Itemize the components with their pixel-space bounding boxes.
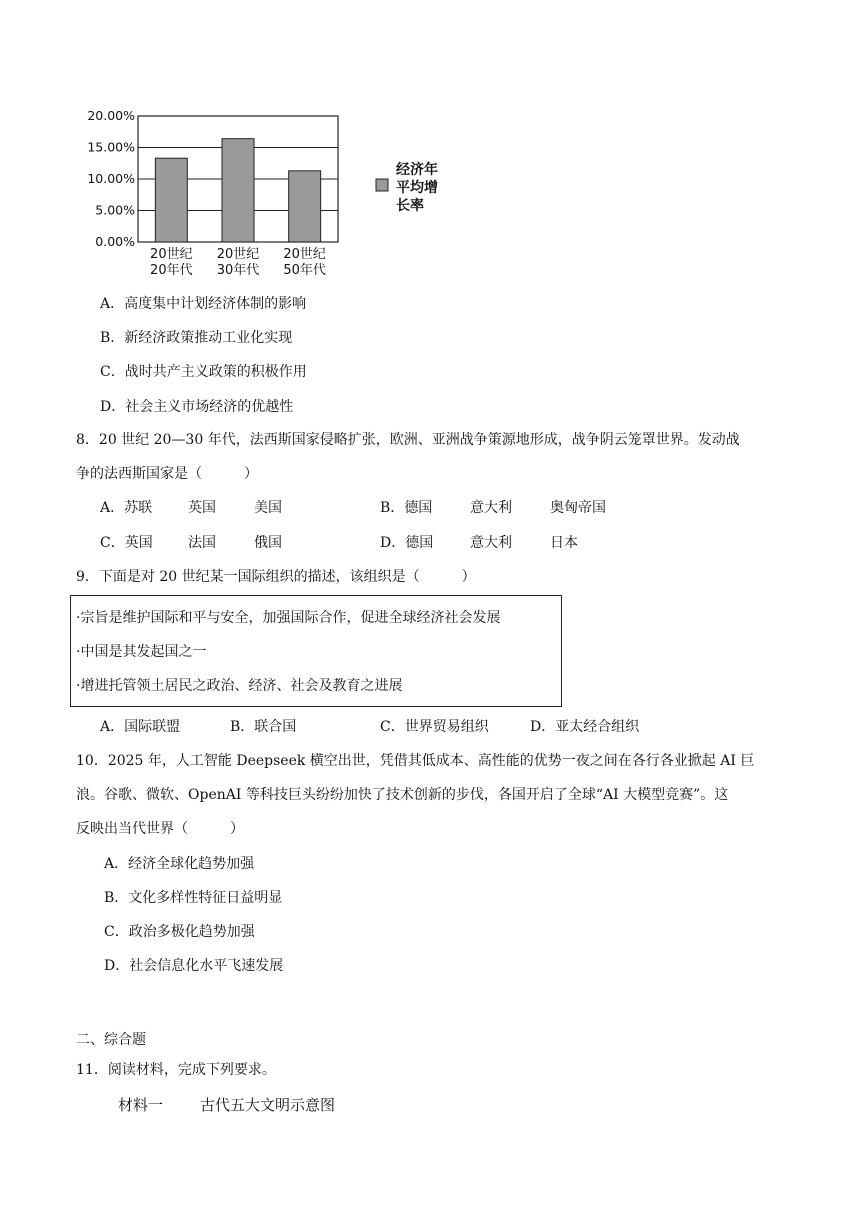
chart-bar xyxy=(155,158,187,242)
q9-option-d[interactable]: D．亚太经合组织 xyxy=(530,719,640,735)
q8-option-c-item1: 法国 xyxy=(188,535,216,551)
q10-stem-line2: 浪。谷歌、微软、OpenAI 等科技巨头纷纷加快了技术创新的步伐，各国开启了全球“AI 大模型竞赛”。这 xyxy=(76,787,729,803)
q10-stem-line1: 10．2025 年，人工智能 Deepseek 横空出世，凭借其低成本、高性能的优势一夜之间在各行各业掀起 AI 巨 xyxy=(76,753,755,769)
chart-legend xyxy=(376,161,438,214)
q8-option-b[interactable]: B．德国 xyxy=(380,500,433,516)
chart-x-tick-label: 20世纪 xyxy=(150,247,193,262)
chart-y-tick-label: 20.00% xyxy=(87,108,135,123)
q8-option-a-item2: 美国 xyxy=(254,500,282,516)
material-title: 古代五大文明示意图 xyxy=(200,1096,336,1114)
q8-option-d[interactable]: D．德国 xyxy=(380,535,434,551)
q10-option-b[interactable]: B．文化多样性特征日益明显 xyxy=(104,890,283,906)
q8-option-b-item2: 奥匈帝国 xyxy=(550,500,606,516)
q10-option-c[interactable]: C．政治多极化趋势加强 xyxy=(104,924,255,940)
growth-rate-bar-chart xyxy=(70,100,470,290)
q8-option-d-item2: 日本 xyxy=(550,535,578,551)
chart-x-tick-label: 30年代 xyxy=(216,263,260,278)
q9-option-a[interactable]: A．国际联盟 xyxy=(100,719,181,735)
q7-option-c[interactable]: C．战时共产主义政策的积极作用 xyxy=(100,364,307,380)
q8-option-d-item1: 意大利 xyxy=(470,535,512,551)
chart-y-tick-label: 0.00% xyxy=(95,234,135,249)
chart-x-tick-label: 20世纪 xyxy=(216,247,260,262)
chart-y-tick-label: 15.00% xyxy=(87,139,135,155)
q9-stem: 9．下面是对 20 世纪某一国际组织的描述，该组织是（ ） xyxy=(76,569,476,585)
chart-y-tick-labels xyxy=(87,108,135,249)
chart-bar xyxy=(289,171,321,242)
q9-box-line2: ·中国是其发起国之一 xyxy=(76,644,207,660)
q9-box-line1: ·宗旨是维护国际和平与安全，加强国际合作，促进全球经济社会发展 xyxy=(76,610,501,626)
material-label: 材料一 xyxy=(118,1096,164,1114)
chart-bars xyxy=(155,139,320,242)
q7-option-a[interactable]: A．高度集中计划经济体制的影响 xyxy=(100,296,307,312)
q8-option-b-item1: 意大利 xyxy=(470,500,512,516)
q9-box-line3: ·增进托管领土居民之政治、经济、社会及教育之进展 xyxy=(76,678,403,694)
chart-bar xyxy=(222,139,254,242)
chart-y-tick-label: 5.00% xyxy=(95,202,135,218)
chart-legend-label: 平均增 xyxy=(396,180,438,196)
chart-y-tick-label: 10.00% xyxy=(87,171,135,186)
q8-stem-line1: 8．20 世纪 20—30 年代，法西斯国家侵略扩张，欧洲、亚洲战争策源地形成，战争阴云笼罩世界。发动战 xyxy=(76,432,740,448)
q10-option-a[interactable]: A．经济全球化趋势加强 xyxy=(104,856,255,872)
q10-stem-line3: 反映出当代世界（ ） xyxy=(76,821,244,837)
q7-option-b[interactable]: B．新经济政策推动工业化实现 xyxy=(100,330,293,346)
q8-option-a[interactable]: A．苏联 xyxy=(100,500,153,516)
q11-stem: 11．阅读材料，完成下列要求。 xyxy=(76,1062,276,1078)
chart-x-tick-label: 50年代 xyxy=(283,263,326,278)
q7-option-d[interactable]: D．社会主义市场经济的优越性 xyxy=(100,399,294,415)
chart-x-tick-label: 20年代 xyxy=(150,263,193,278)
q10-option-d[interactable]: D．社会信息化水平飞速发展 xyxy=(104,958,284,974)
chart-legend-swatch xyxy=(376,179,388,191)
chart-x-tick-label: 20世纪 xyxy=(283,247,326,262)
chart-legend-label: 经济年 xyxy=(396,162,438,178)
chart-x-tick-labels xyxy=(150,246,326,278)
chart-legend-label: 长率 xyxy=(396,198,424,214)
q8-option-c-item2: 俄国 xyxy=(254,535,282,551)
q9-option-b[interactable]: B．联合国 xyxy=(230,719,297,735)
q8-option-c[interactable]: C．英国 xyxy=(100,535,153,551)
q9-option-c[interactable]: C．世界贸易组织 xyxy=(380,719,489,735)
q8-option-a-item1: 英国 xyxy=(188,500,216,516)
section-title: 二、综合题 xyxy=(76,1032,146,1048)
q8-stem-line2: 争的法西斯国家是（ ） xyxy=(76,466,258,482)
